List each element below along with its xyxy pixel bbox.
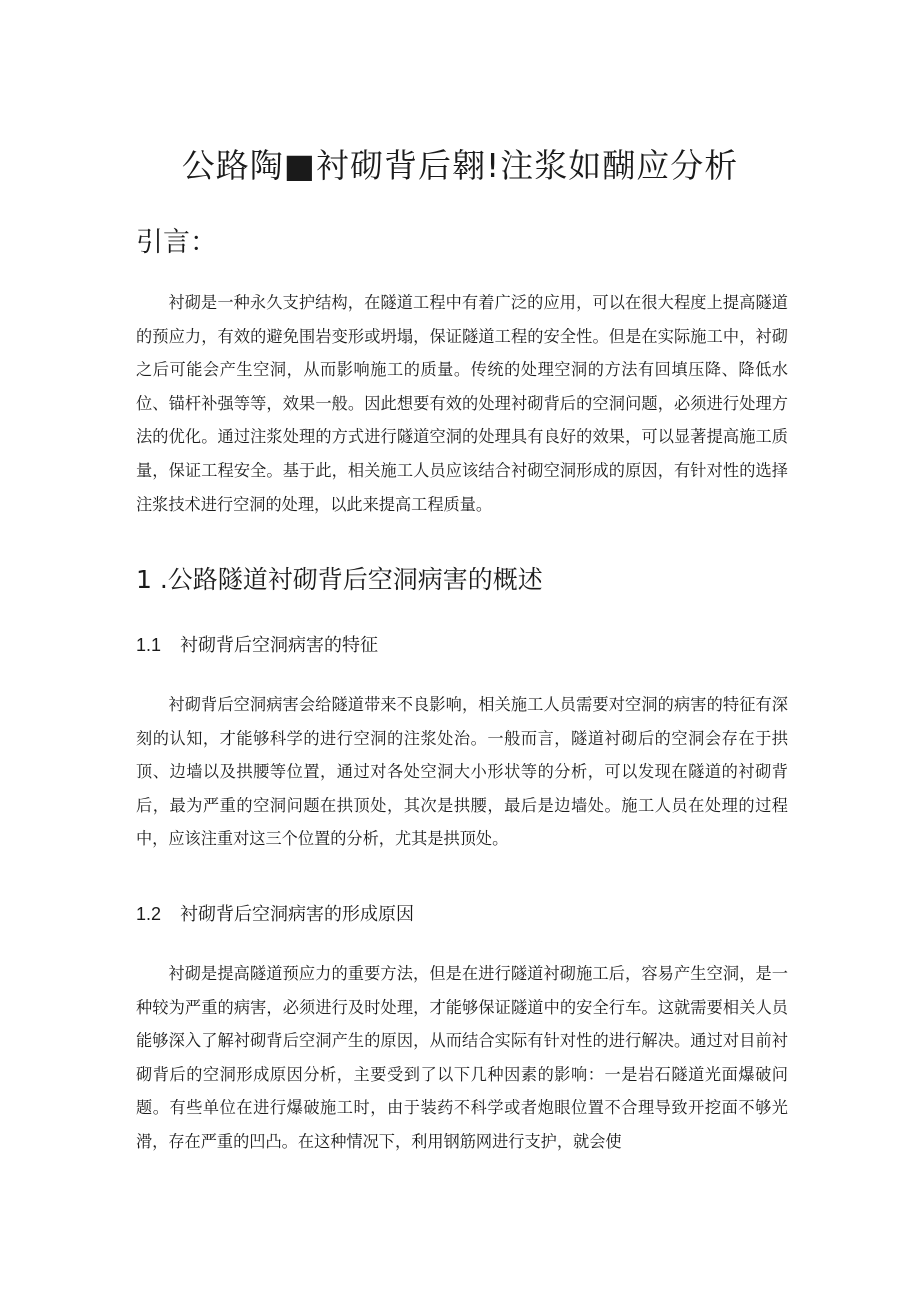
subsection-1-2-number: 1.2 xyxy=(136,904,162,924)
subsection-1-2-heading xyxy=(136,900,414,926)
subsection-1-1-number: 1.1 xyxy=(136,635,162,655)
document-title: 公路陶■衬砌背后翱!注浆如醐应分析 xyxy=(181,146,739,185)
intro-heading: 引言： xyxy=(136,227,217,258)
subsection-1-1-heading xyxy=(136,631,378,657)
section-1-heading: 1 .公路隧道衬砌背后空洞病害的概述 xyxy=(136,565,543,594)
subsection-1-2-paragraph: 衬砌是提高隧道预应力的重要方法，但是在进行隧道衬砌施工后，容易产生空洞，是一种较为严重的病害，必须进行及时处理，才能够保证隧道中的安全行车。这就需要相关人员能够深入了解衬砌背后空洞产生的原因，从而结合实际有针对性的进行解决。通过对目前衬砌背后的空洞形成原因分析，主要受到了以下几种因素的影响：一是岩石隧道光面爆破问题。有些单位在进行爆破施工时，由于装药不科学或者炮眼位置不合理导致开挖面不够光滑，存在严重的凹凸。在这种情况下，利用钢筋网进行支护，就会使 xyxy=(136,964,788,1151)
subsection-1-2-title: 衬砌背后空洞病害的形成原因 xyxy=(180,904,414,925)
subsection-1-1-paragraph: 衬砌背后空洞病害会给隧道带来不良影响，相关施工人员需要对空洞的病害的特征有深刻的认知，才能够科学的进行空洞的注浆处治。一般而言，隧道衬砌后的空洞会存在于拱顶、边墙以及拱腰等位置，通过对各处空洞大小形状等的分析，可以发现在隧道的衬砌背后，最为严重的空洞问题在拱顶处，其次是拱腰，最后是边墙处。施工人员在处理的过程中，应该注重对这三个位置的分析，尤其是拱顶处。 xyxy=(136,695,788,849)
intro-paragraph: 衬砌是一种永久支护结构，在隧道工程中有着广泛的应用，可以在很大程度上提高隧道的预应力，有效的避免围岩变形或坍塌，保证隧道工程的安全性。但是在实际施工中，衬砌之后可能会产生空洞，从而影响施工的质量。传统的处理空洞的方法有回填压降、降低水位、锚杆补强等等，效果一般。因此想要有效的处理衬砌背后的空洞问题，必须进行处理方法的优化。通过注浆处理的方式进行隧道空洞的处理具有良好的效果，可以显著提高施工质量，保证工程安全。基于此，相关施工人员应该结合衬砌空洞形成的原因，有针对性的选择注浆技术进行空洞的处理，以此来提高工程质量。 xyxy=(136,293,788,514)
subsection-1-1-title: 衬砌背后空洞病害的特征 xyxy=(180,635,378,656)
